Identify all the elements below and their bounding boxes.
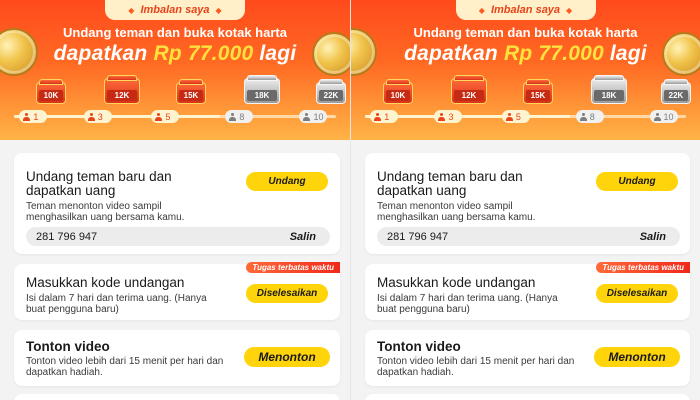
watch-video-title: Tonton video	[26, 339, 110, 354]
invite-code: 281 796 947	[36, 230, 98, 243]
copy-button[interactable]: Salin	[289, 230, 316, 243]
person-icon	[506, 113, 513, 121]
watch-button[interactable]: Menonton	[594, 347, 680, 367]
person-icon	[229, 113, 236, 121]
invite-card	[365, 153, 690, 254]
watch-button[interactable]: Menonton	[244, 347, 330, 367]
invite-title: Undang teman baru dan	[377, 169, 523, 184]
enter-code-description: Isi dalam 7 hari dan terima uang. (Hanya	[377, 293, 558, 304]
enter-code-description: Isi dalam 7 hari dan terima uang. (Hanya	[26, 293, 207, 304]
my-rewards-label: Imbalan saya	[490, 4, 561, 16]
invite-title: Undang teman baru dan	[26, 169, 172, 184]
invite-description: Teman menonton video sampil	[26, 201, 162, 212]
treasure-chest-row	[0, 82, 350, 110]
diamond-icon: ◆	[478, 5, 485, 15]
my-rewards-tab[interactable]	[456, 0, 596, 20]
treasure-chest-icon[interactable]: 18K	[244, 78, 280, 104]
treasure-chest-icon[interactable]: 15K	[523, 82, 553, 104]
milestone-badge: 10	[299, 110, 327, 123]
treasure-chest-row	[351, 82, 700, 110]
diamond-icon: ◆	[566, 5, 573, 15]
milestone-badge: 1	[19, 110, 47, 123]
enter-code-title: Masukkan kode undangan	[377, 275, 536, 290]
invite-title: dapatkan uang	[377, 183, 467, 198]
treasure-chest-icon[interactable]: 10K	[383, 82, 413, 104]
invite-code-row	[26, 227, 330, 246]
my-rewards-tab[interactable]	[105, 0, 245, 20]
watch-video-card	[365, 330, 690, 386]
milestone-badge: 8	[576, 110, 604, 123]
person-icon	[88, 113, 95, 121]
progress-track	[14, 110, 336, 122]
person-icon	[23, 113, 30, 121]
completed-button[interactable]: Diselesaikan	[596, 284, 678, 303]
milestone-badge: 3	[434, 110, 462, 123]
progress-track	[365, 110, 686, 122]
person-icon	[654, 113, 661, 121]
reward-amount: Rp 77.000	[503, 42, 604, 65]
treasure-chest-icon[interactable]: 10K	[36, 82, 66, 104]
diamond-icon: ◆	[128, 5, 135, 15]
invite-description: Teman menonton video sampil	[377, 201, 513, 212]
reward-amount: Rp 77.000	[153, 42, 254, 65]
watch-video-description: dapatkan hadiah.	[377, 367, 454, 378]
limited-time-badge: Tugas terbatas waktu	[596, 262, 690, 273]
rewards-header	[0, 0, 350, 140]
person-icon	[438, 113, 445, 121]
header-headline: Undang teman dan buka kotak harta	[63, 25, 287, 40]
invite-button[interactable]: Undang	[246, 172, 328, 191]
milestone-badge: 10	[650, 110, 678, 123]
person-icon	[155, 113, 162, 121]
enter-code-card	[365, 264, 690, 320]
watch-video-description: Tonton video lebih dari 15 menit per hari dan	[26, 356, 224, 367]
milestone-badge: 3	[84, 110, 112, 123]
invite-code: 281 796 947	[387, 230, 449, 243]
enter-code-title: Masukkan kode undangan	[26, 275, 185, 290]
milestone-badge: 8	[225, 110, 253, 123]
milestone-badge: 5	[151, 110, 179, 123]
invite-button[interactable]: Undang	[596, 172, 678, 191]
person-icon	[374, 113, 381, 121]
copy-button[interactable]: Salin	[639, 230, 666, 243]
person-icon	[303, 113, 310, 121]
rewards-panel-right	[350, 0, 700, 400]
milestone-badge: 1	[370, 110, 398, 123]
my-rewards-label: Imbalan saya	[140, 4, 210, 16]
next-card	[14, 394, 340, 400]
treasure-chest-icon[interactable]: 12K	[104, 78, 140, 104]
diamond-icon: ◆	[215, 5, 222, 15]
completed-button[interactable]: Diselesaikan	[246, 284, 328, 303]
invite-code-row	[377, 227, 680, 246]
treasure-chest-icon[interactable]: 22K	[316, 82, 346, 104]
treasure-chest-icon[interactable]: 22K	[661, 82, 691, 104]
watch-video-description: dapatkan hadiah.	[26, 367, 103, 378]
treasure-chest-icon[interactable]: 15K	[176, 82, 206, 104]
watch-video-card	[14, 330, 340, 386]
header-reward-text: dapatkan Rp 77.000 lagi	[404, 42, 647, 65]
header-reward-text: dapatkan Rp 77.000 lagi	[53, 42, 297, 65]
limited-time-badge: Tugas terbatas waktu	[246, 262, 340, 273]
enter-code-description: buat pengguna baru)	[26, 304, 119, 315]
watch-video-title: Tonton video	[377, 339, 461, 354]
treasure-chest-icon[interactable]: 12K	[451, 78, 487, 104]
invite-title: dapatkan uang	[26, 183, 116, 198]
rewards-header	[351, 0, 700, 140]
milestone-badge: 5	[502, 110, 530, 123]
enter-code-description: buat pengguna baru)	[377, 304, 470, 315]
enter-code-card	[14, 264, 340, 320]
header-headline: Undang teman dan buka kotak harta	[413, 25, 638, 40]
person-icon	[580, 113, 587, 121]
next-card	[365, 394, 690, 400]
invite-card	[14, 153, 340, 254]
invite-description: menghasilkan uang bersama kamu.	[377, 212, 536, 223]
invite-description: menghasilkan uang bersama kamu.	[26, 212, 185, 223]
watch-video-description: Tonton video lebih dari 15 menit per hari dan	[377, 356, 575, 367]
treasure-chest-icon[interactable]: 18K	[591, 78, 627, 104]
